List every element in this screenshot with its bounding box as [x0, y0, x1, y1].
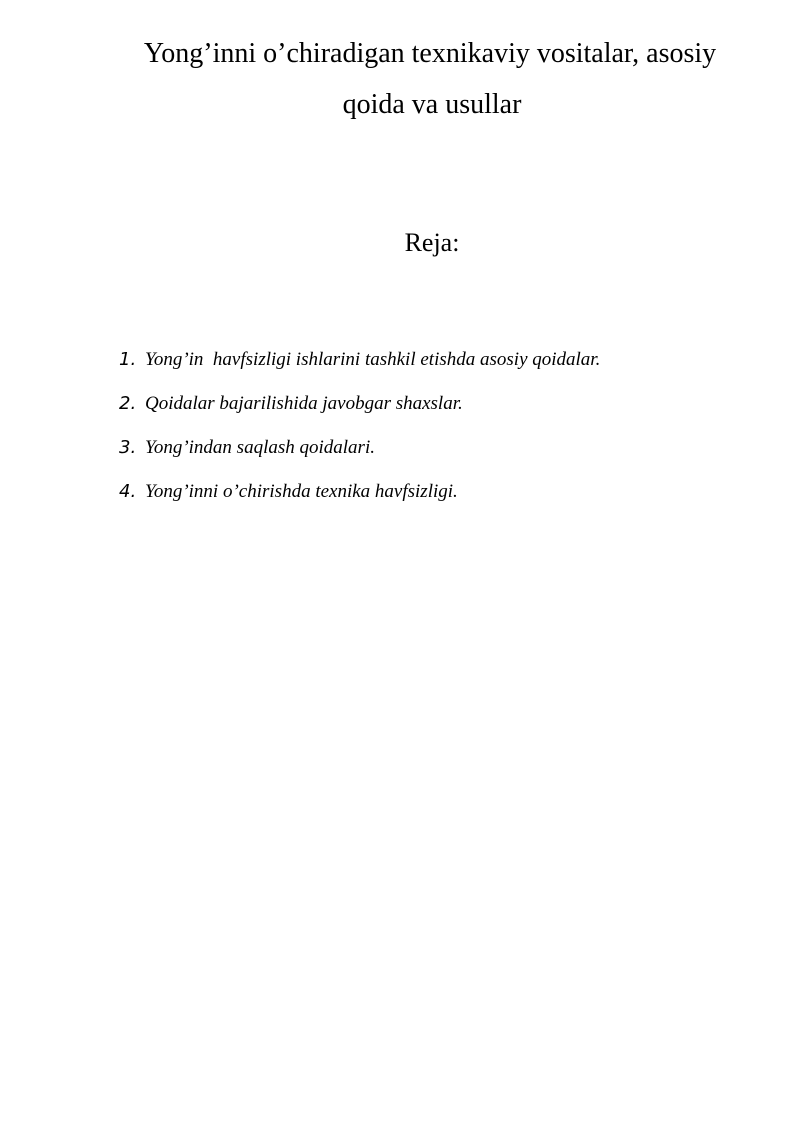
- plan-item-text: Qoidalar bajarilishida javobgar shaxslar.: [145, 393, 463, 414]
- document-title-line-1: Yong’inni o’chiradigan texnikaviy vositalar, asosiy: [143, 38, 717, 69]
- plan-item-3: [119, 437, 600, 481]
- document-title-line-2: qoida va usullar: [342, 89, 522, 120]
- plan-item-number: 4.: [119, 481, 137, 502]
- plan-item-text: Yong’in havfsizligi ishlarini tashkil etishda asosiy qoidalar.: [145, 349, 601, 370]
- plan-item-2: [119, 393, 600, 437]
- plan-item-text: Yong’inni o’chirishda texnika havfsizligi.: [145, 481, 458, 502]
- plan-item-4: [119, 481, 600, 525]
- plan-heading: Reja:: [404, 228, 460, 257]
- plan-item-text: Yong’indan saqlash qoidalari.: [145, 437, 375, 458]
- plan-list: [119, 349, 600, 525]
- plan-item-1: [119, 349, 600, 393]
- plan-item-number: 3.: [119, 437, 137, 458]
- plan-item-number: 1.: [119, 349, 137, 370]
- plan-item-number: 2.: [119, 393, 137, 414]
